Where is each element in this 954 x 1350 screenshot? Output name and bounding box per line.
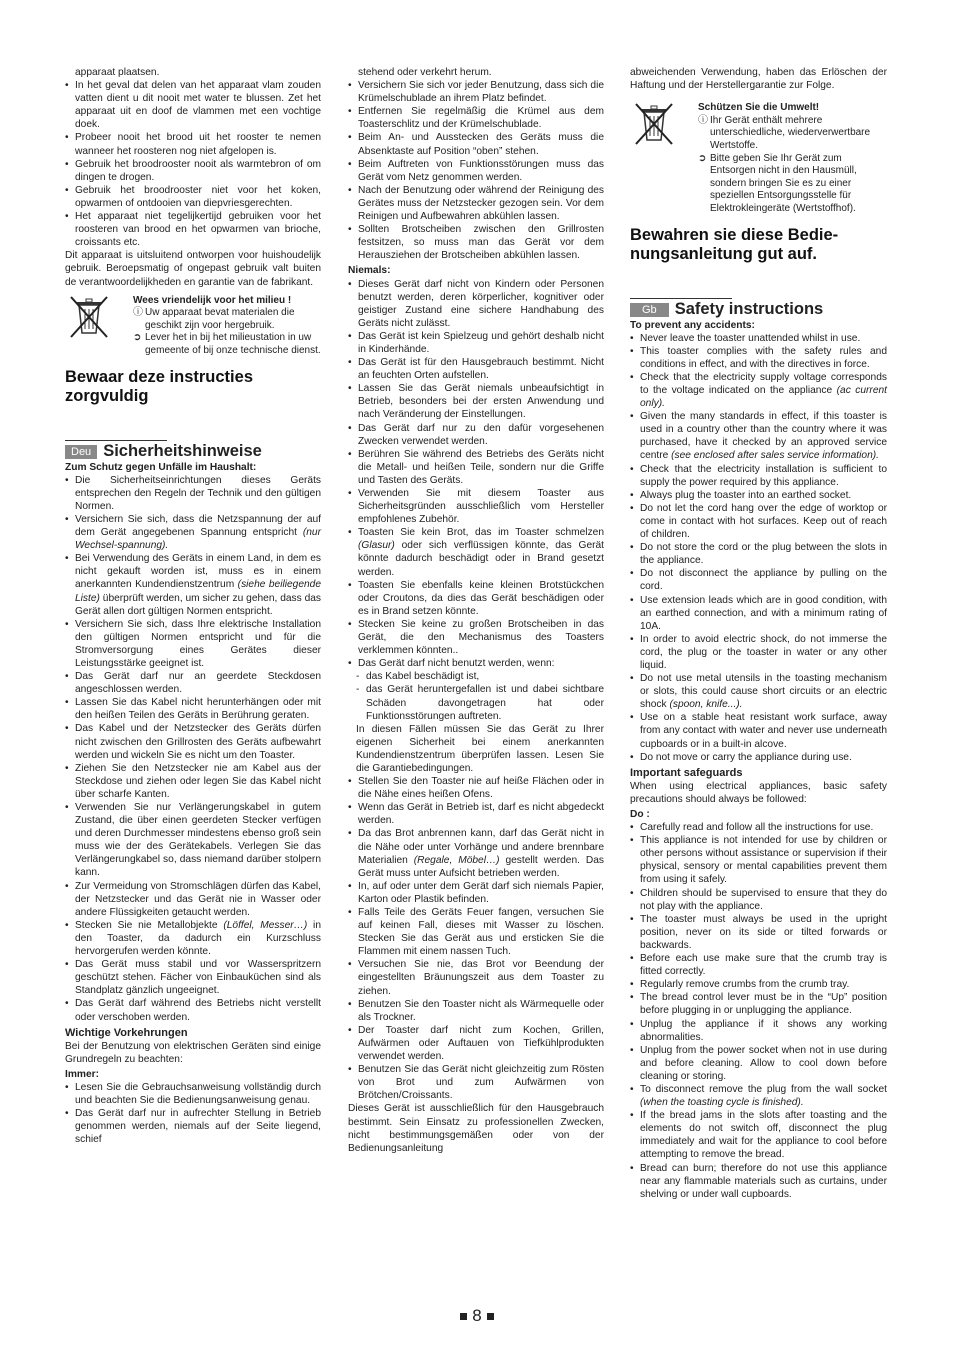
list-item: • Das Gerät ist kein Spielzeug und gehört deshalb nicht in Kinderhände.	[348, 330, 604, 356]
column-2	[348, 66, 604, 1155]
do-list-disconnect	[630, 1083, 887, 1109]
list-item: • Entfernen Sie regelmäßig die Krümel aus dem Toasterschlitz und der Krümelschublade.	[348, 105, 604, 131]
list-item: • Falls Teile des Geräts Feuer fangen, versuchen Sie auf keinen Fall, dieses mit Wasser zu löschen. Stecken Sie das Gerät aus und ersticken Sie die Flammen mit einem nassen Tuch.	[348, 906, 604, 958]
list-item: • Do not disconnect the appliance by pulling on the cord.	[630, 567, 887, 593]
safeguards-paragraph: When using electrical appliances, basic safety precautions should always be followed:	[630, 780, 887, 805]
protect-label: Zum Schutz gegen Unfälle im Haushalt:	[65, 461, 257, 473]
list-item: • Verwenden Sie nur Verlängerungskabel in gutem Zustand, die über einen geerdeten Stecker verfügen und deren Durchmesser mindestens ebenso groß sein muss wie der des Gerätekabels. Verlegen Sie das Verlängerungkabel so, dass niemand darüber stolpern kann.	[65, 801, 321, 880]
list-item: • Do not use metal utensils in the toasting mechanism or slots, this could cause short circuits or an electric shock (spoon, knife...).	[630, 672, 887, 711]
list-item: • This toaster complies with the safety rules and conditions in effect, and with the directives in force.	[630, 345, 887, 371]
list-item: - das Kabel beschädigt ist,	[356, 670, 604, 683]
list-item: • Das Gerät darf nur in aufrechter Stellung in Betrieb genommen werden, niemals auf der Seite liegend, schief	[65, 1107, 321, 1146]
important-safeguards-heading: Important safeguards	[630, 766, 743, 779]
immer-label: Immer:	[65, 1068, 99, 1080]
continued-fragment: abweichenden Verwendung, haben das Erlöschen der Haftung und der Herstellergarantie zur Folge.	[630, 67, 887, 92]
immer-list	[65, 1081, 321, 1146]
nl-paragraph: Dit apparaat is uitsluitend ontworpen voor huishoudelijk gebruik. Beroepsmatig of ongepast gebruik valt buiten de verantwoordelijkheden en garantie van de fabrikant.	[65, 250, 321, 288]
list-item: • In, auf oder unter dem Gerät darf sich niemals Papier, Karton oder Plastik befinden.	[348, 880, 604, 906]
list-item: • Zur Vermeidung von Stromschlägen dürfen das Kabel, der Netzstecker und das Gerät nie in Wasser oder andere Flüssigkeiten getaucht werden.	[65, 880, 321, 919]
list-item: • The bread control lever must be in the “Up” position before plugging in or unplugging the appliance.	[630, 991, 887, 1017]
info-icon: ⓘ	[133, 307, 143, 319]
list-item: • Bei Verwendung des Geräts in einem Land, in dem es nicht gekauft worden ist, muss es in einem anerkannten Kundendienstzentrum (siehe beiliegende Liste) überprüft werden, um sicher zu gehen, dass das Gerät allen dort gültigen Normen entspricht.	[65, 552, 321, 617]
list-item: • Unplug the appliance if it shows any working abnormalities.	[630, 1018, 887, 1044]
list-item: • The toaster must always be used in the upright position, never on its side or tilted forwards or backwards.	[630, 913, 887, 952]
list-item: • Children should be supervised to ensure that they do not play with the appliance.	[630, 887, 887, 913]
list-item: • Carefully read and follow all the instructions for use.	[630, 821, 887, 834]
list-item: • In het geval dat delen van het apparaat vlam zouden vatten dient u dit nooit met water te blussen. Zet het apparaat uit en doof de vlammen met een vochtige doek.	[65, 79, 321, 131]
section-title: Safety instructions	[674, 299, 824, 318]
list-item: • Use extension leads which are in good condition, with an earthed connection, and with a minimum rating of 10A.	[630, 594, 887, 633]
do-list	[630, 821, 887, 1083]
list-item: • Nach der Benutzung oder während der Reinigung des Gerätes muss der Netzstecker gezogen sein. Vor dem Reinigen und Aufbewahren abkühlen lassen.	[348, 184, 604, 223]
list-item: • If the bread jams in the slots after toasting and the elements do not switch off, disconnect the plug immediately and wait for the appliance to cool before attempting to remove the bread.	[630, 1109, 887, 1161]
crossed-bin-icon	[630, 102, 678, 215]
language-tag: Deu	[65, 445, 97, 459]
list-item: • Ziehen Sie den Netzstecker nie am Kabel aus der Steckdose und ziehen oder legen Sie das Kabel nicht über scharfe Kanten.	[65, 762, 321, 801]
list-item: • Stecken Sie nie Metallobjekte (Löffel, Messer…) in den Toaster, da dadurch ein Kurzschluss hervorgerufen werden könnte.	[65, 919, 321, 958]
eco-title: Schützen Sie die Umwelt!	[698, 102, 820, 114]
list-item: • Dieses Gerät darf nicht von Kindern oder Personen benutzt werden, deren körperlicher, kognitiver oder geistiger Zustand eine sichere Handhabung des Geräts nicht zulässt.	[348, 278, 604, 330]
divider	[65, 440, 167, 441]
list-item: • Das Gerät ist für den Hausgebrauch bestimmt. Nicht an feuchten Orten aufstellen.	[348, 356, 604, 382]
list-item: • Benutzen Sie das Gerät nicht gleichzeitig zum Rösten von Brot und zum Aufwärmen von Brötchen/Croissants.	[348, 1063, 604, 1102]
list-item: • Versuchen Sie nie, das Brot vor Beendung der eingestellten Bräunungszeit aus dem Toaster zu ziehen.	[348, 958, 604, 997]
precautions-paragraph: Bei der Benutzung von elektrischen Geräten sind einige Grundregeln zu beachten:	[65, 1040, 321, 1065]
list-item: • Das Gerät darf während des Betriebs nicht verstellt oder verschoben werden.	[65, 997, 321, 1023]
niemals-list	[348, 278, 604, 527]
list-item: • Beim Auftreten von Funktionsstörungen muss das Gerät vom Netz genommen werden.	[348, 158, 604, 184]
list-item: • Der Toaster darf nicht zum Kochen, Grillen, Aufwärmen oder Auftauen von Tiefkühlprodukten verwendet werden.	[348, 1024, 604, 1063]
prevent-label: To prevent any accidents:	[630, 319, 755, 331]
list-item: • Toasten Sie ebenfalls keine kleinen Brotstückchen oder Croutons, da dies das Gerät beschädigen oder es in Brand setzen könnte.	[348, 579, 604, 618]
arrow-icon: ➲	[133, 332, 142, 344]
niemals-list-3	[348, 775, 604, 827]
keep-instructions-heading-nl: Bewaar deze instructies zorgvuldig	[65, 367, 253, 405]
condition-list	[348, 670, 604, 722]
list-item: • Benutzen Sie den Toaster nicht als Wärmequelle oder als Trockner.	[348, 998, 604, 1024]
square-bullet-icon	[487, 1313, 494, 1320]
list-item: • Beim An- und Ausstecken des Geräts muss die Absenktaste auf Position “oben” stehen.	[348, 131, 604, 157]
brand-list	[348, 827, 604, 879]
niemals-list-2	[348, 579, 604, 671]
section-header-gb	[630, 299, 887, 318]
cases-paragraph: In diesen Fällen müssen Sie das Gerät zu Ihrer eigenen Sicherheit bei einem anerkannten Kundendienstzentrum überprüfen lassen. Lesen Sie die Garantiebedingungen.	[356, 723, 604, 774]
language-tag: Gb	[630, 303, 669, 317]
list-item: • Do not store the cord or the plug between the slots in the appliance.	[630, 541, 887, 567]
list-item: • Verwenden Sie mit diesem Toaster aus Sicherheitsgründen ausschließlich vom Hersteller empfohlenes Zubehör.	[348, 487, 604, 526]
crossed-bin-icon	[65, 295, 113, 358]
list-item: • Stellen Sie den Toaster nie auf heiße Flächen oder in die Nähe eines heißen Ofens.	[348, 775, 604, 801]
eco-line-2: Bitte geben Sie Ihr Gerät zum Entsorgen nicht in den Hausmüll, sondern bringen Sie es zu einer speziellen Entsorgungsstelle für Elektrokleingeräte (Wertstoffhof).	[710, 152, 857, 214]
important-precautions-heading: Wichtige Vorkehrungen	[65, 1026, 188, 1039]
list-item: • Use on a stable heat resistant work surface, away from any contact with water and never use underneath cupboards or in a built-in alcove.	[630, 711, 887, 750]
de-safety-list	[65, 474, 321, 1024]
glasur-list	[348, 526, 604, 578]
niemals-label: Niemals:	[348, 265, 391, 277]
list-item: • Bread can burn; therefore do not use this appliance near any flammable materials such as curtains, under shelving or under wall cupboards.	[630, 1162, 887, 1201]
column-3	[630, 66, 887, 1201]
list-item: • Versichern Sie sich, dass die Netzspannung der auf dem Gerät angegebenen Spannung entspricht (nur Wechsel-spannung).	[65, 513, 321, 552]
end-paragraph: Dieses Gerät ist ausschließlich für den Hausgebrauch bestimmt. Sein Einsatz zu professionellen Zwecken, nicht bestimmungsgemäßen oder von der Bedienungsanleitung	[348, 1103, 604, 1154]
divider	[630, 298, 732, 299]
niemals-list-4	[348, 880, 604, 1103]
de-list-continued	[348, 79, 604, 262]
list-item: • Never leave the toaster unattended whilst in use.	[630, 332, 887, 345]
list-item: • Das Kabel und der Netzstecker des Geräts dürfen nicht zwischen den Grillrosten des Geräts aufbewahrt werden und wickeln Sie es nicht um den Toaster.	[65, 722, 321, 761]
list-item: • Het apparaat niet tegelijkertijd gebruiken voor het roosteren van brood en het opwarmen van brioche, croissants etc.	[65, 210, 321, 249]
list-item: • Da das Brot anbrennen kann, darf das Gerät nicht in die Nähe oder unter Vorhänge und andere brennbare Materialien (Regale, Möbel…) gestellt werden. Das Gerät muss unter Aufsicht betrieben werden.	[348, 827, 604, 879]
page-footer	[0, 1306, 954, 1326]
list-item: - das Gerät heruntergefallen ist und dabei sichtbare Schäden davongetragen hat oder Funktionsstörungen auftreten.	[356, 683, 604, 722]
list-item: • Toasten Sie kein Brot, das im Toaster schmelzen (Glasur) oder sich verflüssigen könnte, das Gerät könnte dadurch beschädigt oder in Brand gesetzt werden.	[348, 526, 604, 578]
square-bullet-icon	[460, 1313, 467, 1320]
eco-line-1: Ihr Gerät enthält mehrere unterschiedliche, wiederverwertbare Wertstoffe.	[710, 114, 871, 151]
eco-notice-nl	[65, 295, 321, 358]
nl-safety-list	[65, 79, 321, 249]
list-item: • Berühren Sie während des Betriebs des Geräts nicht die Metall- und heißen Teile, sondern nur die Griffe und Tasten des Geräts.	[348, 448, 604, 487]
list-item: • Das Gerät darf nur zu den dafür vorgesehenen Zwecken verwendet werden.	[348, 422, 604, 448]
list-item: • This appliance is not intended for use by children or other persons without assistance or supervision if their physical, sensory or mental capabilities prevent them from using it safely.	[630, 834, 887, 886]
eco-line-2: Lever het in bij het milieustation in uw gemeente of bij onze technische dienst.	[145, 332, 321, 356]
list-item: • In order to avoid electric shock, do not immerse the cord, the plug or the toaster in water or any other liquid.	[630, 633, 887, 672]
arrow-icon: ➲	[698, 152, 707, 164]
list-item: • Lassen Sie das Kabel nicht herunterhängen oder mit den heißen Teilen des Geräts in Berührung geraten.	[65, 696, 321, 722]
list-item: • Do not move or carry the appliance during use.	[630, 751, 887, 764]
list-item: • Die Sicherheitseinrichtungen dieses Geräts entsprechen den Regeln der Technik und den gültigen Normen.	[65, 474, 321, 513]
list-item: • Regularly remove crumbs from the crumb tray.	[630, 978, 887, 991]
list-item: • Das Gerät darf nicht benutzt werden, wenn:	[348, 657, 604, 670]
list-item: • Unplug from the power socket when not in use during and before cleaning. Allow to cool down before cleaning or storing.	[630, 1044, 887, 1083]
gb-safety-list	[630, 332, 887, 764]
info-icon: ⓘ	[698, 114, 708, 126]
eco-title: Wees vriendelijk voor het milieu !	[133, 294, 292, 306]
list-item: • Wenn das Gerät in Betrieb ist, darf es nicht abgedeckt werden.	[348, 801, 604, 827]
list-item: • Lesen Sie die Gebrauchsanweisung vollständig durch und beachten Sie die Bedienungsanweisung genau.	[65, 1081, 321, 1107]
list-item: • Versichern Sie sich vor jeder Benutzung, dass sich die Krümelschublade an ihrem Platz befindet.	[348, 79, 604, 105]
column-1	[65, 66, 321, 1146]
section-title: Sicherheitshinweise	[103, 442, 262, 461]
list-item: • Sollten Brotscheiben zwischen den Grillrosten festsitzen, so muss man das Gerät vor dem Herausziehen der Brotscheiben abkühlen lassen.	[348, 223, 604, 262]
list-item: • Check that the electricity installation is sufficient to supply the power required by this appliance.	[630, 463, 887, 489]
list-item: • Before each use make sure that the crumb tray is fitted correctly.	[630, 952, 887, 978]
list-item: • Check that the electricity supply voltage corresponds to the voltage indicated on the appliance (ac current only).	[630, 371, 887, 410]
list-item: • Versichern Sie sich, dass Ihre elektrische Installation den gültigen Normen entspricht und für die Stromversorgung eines Gerätes dieser Leistungsstärke geeignet ist.	[65, 618, 321, 670]
continued-fragment: stehend oder verkehrt herum.	[358, 67, 492, 78]
list-item: • Gebruik het broodrooster nooit als warmtebron of om dingen te drogen.	[65, 158, 321, 184]
list-item: • Probeer nooit het brood uit het rooster te nemen wanneer het roosteren nog niet afgelopen is.	[65, 131, 321, 157]
list-item: • Das Gerät darf nur an geerdete Steckdosen angeschlossen werden.	[65, 670, 321, 696]
do-list-2	[630, 1109, 887, 1201]
eco-notice-de	[630, 102, 887, 215]
list-item: • Do not let the cord hang over the edge of worktop or come in contact with hot surfaces. Keep out of reach of children.	[630, 502, 887, 541]
list-item: • Stecken Sie keine zu großen Brotscheiben in das Gerät, die den Mechanismus des Toasters verklemmen könnten..	[348, 618, 604, 657]
list-item: • Given the many standards in effect, if this toaster is used in a country other than the country where it was purchased, have it checked by an approved service centre (see enclosed after sales service information).	[630, 410, 887, 462]
eco-line-1: Uw apparaat bevat materialen die geschikt zijn voor hergebruik.	[145, 307, 295, 331]
intro-fragment: apparaat plaatsen.	[75, 67, 160, 78]
list-item: • Das Gerät muss stabil und vor Wasserspritzern geschützt stehen. Fächer von Einbauküchen sind als Standplatz gänzlich ungeeignet.	[65, 958, 321, 997]
section-header-de	[65, 442, 321, 461]
list-item: • To disconnect remove the plug from the wall socket (when the toasting cycle is finished).	[630, 1083, 887, 1109]
list-item: • Lassen Sie das Gerät niemals unbeaufsichtigt in Betrieb, besonders bei der ersten Anwendung und nach Veränderung der Einstellungen.	[348, 382, 604, 421]
list-item: • Always plug the toaster into an earthed socket.	[630, 489, 887, 502]
keep-instructions-heading-de: Bewahren sie diese Bedie-nungsanleitung gut auf.	[630, 225, 839, 263]
list-item: • Gebruik het broodrooster niet voor het koken, opwarmen of ontdooien van diepvriesgerechten.	[65, 184, 321, 210]
do-label: Do :	[630, 809, 650, 820]
page-number: 8	[472, 1306, 482, 1325]
